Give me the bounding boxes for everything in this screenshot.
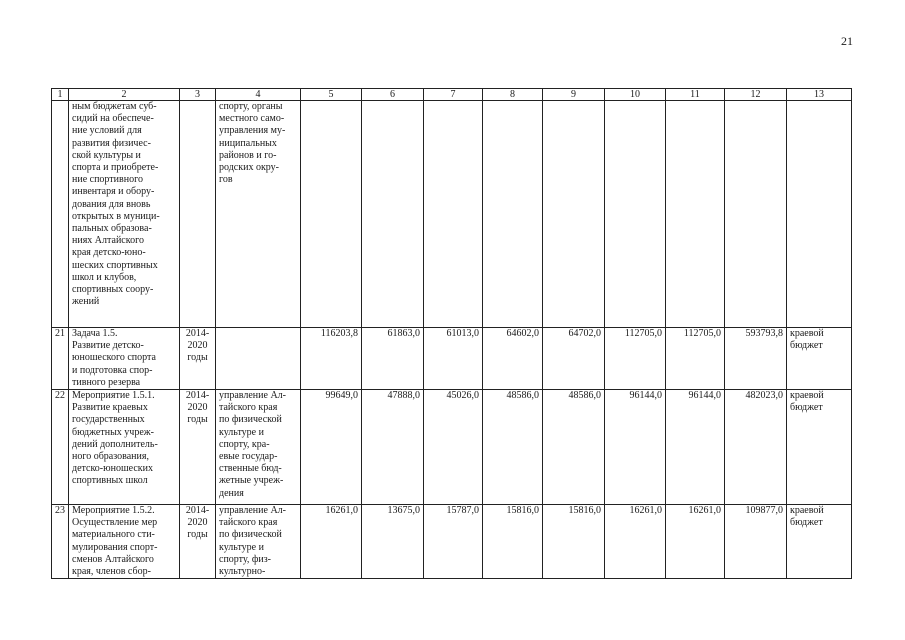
responsible-executor-cell: управление Ал- тайского края по физической культуре и спорту, физ- культурно- — [216, 505, 301, 579]
amount-cell: 16261,0 — [666, 505, 725, 579]
amount-cell — [362, 101, 424, 328]
amount-cell — [424, 101, 483, 328]
amount-cell — [483, 101, 543, 328]
funding-source-cell: краевой бюджет — [787, 390, 852, 505]
column-header: 12 — [725, 89, 787, 101]
column-header: 1 — [52, 89, 69, 101]
budget-table — [51, 88, 852, 579]
amount-cell: 16261,0 — [605, 505, 666, 579]
amount-cell: 112705,0 — [605, 328, 666, 390]
measure-description-cell: Мероприятие 1.5.1. Развитие краевых государственных бюджетных учреж- дений дополнитель- ного образования, детско-юношеских спортивных школ — [69, 390, 180, 505]
amount-cell: 96144,0 — [666, 390, 725, 505]
measure-description-cell: Мероприятие 1.5.2. Осуществление мер материального сти- мулирования спорт- сменов Алтайского края, членов сбор- — [69, 505, 180, 579]
amount-cell — [543, 101, 605, 328]
column-header: 7 — [424, 89, 483, 101]
row-number-cell: 23 — [52, 505, 69, 579]
column-header: 9 — [543, 89, 605, 101]
period-cell: 2014- 2020 годы — [180, 505, 216, 579]
row-number-cell — [52, 101, 69, 328]
total-amount-cell: 109877,0 — [725, 505, 787, 579]
column-header: 2 — [69, 89, 180, 101]
amount-cell — [666, 101, 725, 328]
funding-source-cell — [787, 101, 852, 328]
row-number-cell: 21 — [52, 328, 69, 390]
amount-cell: 45026,0 — [424, 390, 483, 505]
funding-source-cell: краевой бюджет — [787, 505, 852, 579]
amount-cell: 61013,0 — [424, 328, 483, 390]
period-cell — [180, 101, 216, 328]
column-header: 4 — [216, 89, 301, 101]
page-number: 21 — [841, 34, 853, 48]
period-cell: 2014- 2020 годы — [180, 328, 216, 390]
measure-description-cell: ным бюджетам суб- сидий на обеспече- ние условий для развития физичес- ской культуры и спорта и приобрете- ние спортивного инвентаря и обору- дования для вновь открытых в муници- пальных образова- ниях Алтайского края детско-юно- шеских спортивных школ и клубов, спортивных соору- жений — [69, 101, 180, 328]
column-header: 6 — [362, 89, 424, 101]
column-header: 10 — [605, 89, 666, 101]
amount-cell: 64602,0 — [483, 328, 543, 390]
table-row — [52, 390, 852, 505]
total-amount-cell: 593793,8 — [725, 328, 787, 390]
responsible-executor-cell: управление Ал- тайского края по физической культуре и спорту, кра- евые государ- ственные бюд- жетные учреж- дения — [216, 390, 301, 505]
amount-cell: 13675,0 — [362, 505, 424, 579]
responsible-executor-cell — [216, 328, 301, 390]
column-header: 5 — [301, 89, 362, 101]
column-header: 13 — [787, 89, 852, 101]
amount-cell — [301, 101, 362, 328]
amount-cell: 48586,0 — [483, 390, 543, 505]
responsible-executor-cell: спорту, органы местного само- управления му- ниципальных районов и го- родских окру- гов — [216, 101, 301, 328]
amount-cell: 15816,0 — [483, 505, 543, 579]
table-row-continued — [52, 101, 852, 328]
amount-cell: 99649,0 — [301, 390, 362, 505]
amount-cell: 112705,0 — [666, 328, 725, 390]
measure-description-cell: Задача 1.5. Развитие детско- юношеского спорта и подготовка спор- тивного резерва — [69, 328, 180, 390]
column-header: 3 — [180, 89, 216, 101]
amount-cell: 64702,0 — [543, 328, 605, 390]
table-row — [52, 505, 852, 579]
amount-cell: 15816,0 — [543, 505, 605, 579]
row-number-cell: 22 — [52, 390, 69, 505]
funding-source-cell: краевой бюджет — [787, 328, 852, 390]
amount-cell: 61863,0 — [362, 328, 424, 390]
amount-cell: 16261,0 — [301, 505, 362, 579]
amount-cell — [605, 101, 666, 328]
column-number-header-row — [52, 89, 852, 101]
total-amount-cell: 482023,0 — [725, 390, 787, 505]
amount-cell: 15787,0 — [424, 505, 483, 579]
amount-cell: 47888,0 — [362, 390, 424, 505]
total-amount-cell — [725, 101, 787, 328]
column-header: 8 — [483, 89, 543, 101]
period-cell: 2014- 2020 годы — [180, 390, 216, 505]
table-row — [52, 328, 852, 390]
column-header: 11 — [666, 89, 725, 101]
amount-cell: 116203,8 — [301, 328, 362, 390]
amount-cell: 48586,0 — [543, 390, 605, 505]
amount-cell: 96144,0 — [605, 390, 666, 505]
